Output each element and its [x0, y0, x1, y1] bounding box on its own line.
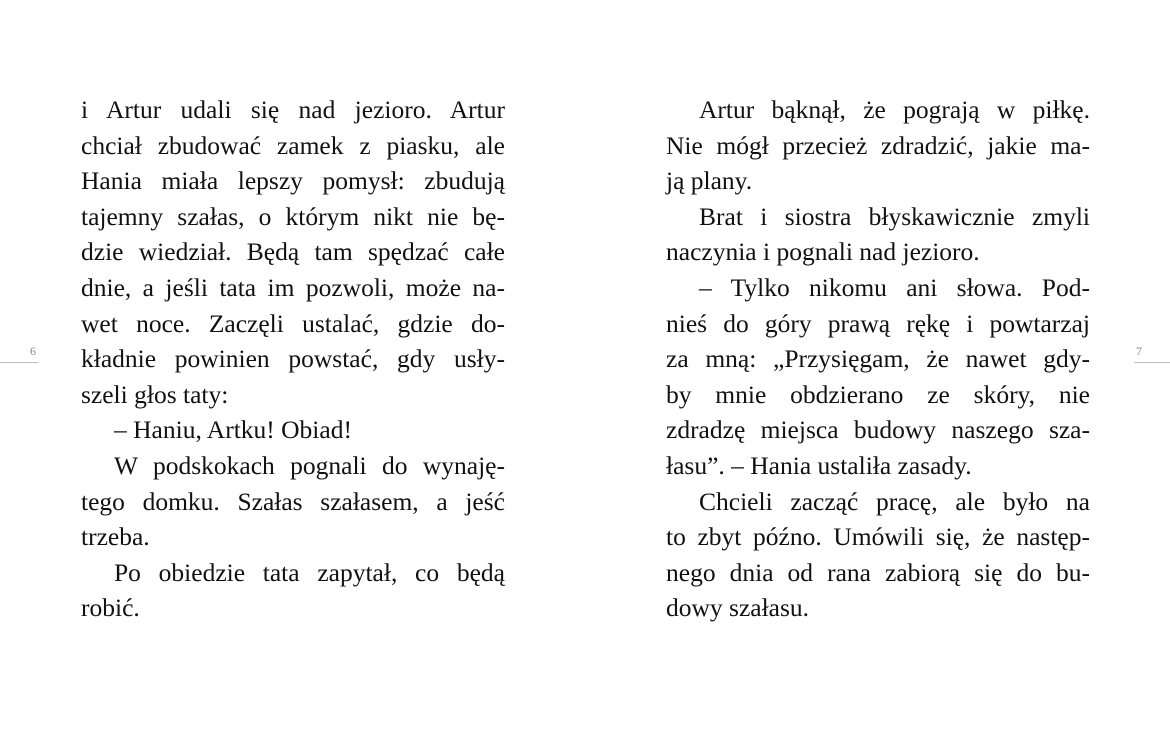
text-line: to zbyt późno. Umówili się, że następ-	[666, 522, 1090, 552]
text-line: Artur bąknął, że pograją w piłkę.	[699, 95, 1090, 124]
text-line: dnie, a jeśli tata im pozwoli, może na-	[81, 272, 505, 302]
text-line: i Artur udali się nad jezioro. Artur	[81, 95, 505, 124]
dialogue-line: – Haniu, Artku! Obiad!	[114, 415, 352, 445]
text-line: Chcieli zacząć pracę, ale było na	[699, 486, 1090, 516]
text-line: by mnie obdzierano ze skóry, nie	[666, 379, 1090, 409]
text-line: Po obiedzie tata zapytał, co będą	[114, 557, 505, 587]
text-line: naczynia i pognali nad jezioro.	[666, 237, 980, 267]
text-line: W podskokach pognali do wynaję-	[114, 450, 505, 480]
text-line: kładnie powinien powstać, gdy usły-	[81, 344, 505, 374]
text-line: tego domku. Szałas szałasem, a jeść	[81, 486, 505, 516]
text-line: zdradzę miejsca budowy naszego sza-	[666, 415, 1090, 445]
text-line: szeli głos taty:	[81, 379, 229, 409]
text-line: trzeba.	[81, 522, 150, 552]
text-line: za mną: „Przysięgam, że nawet gdy-	[666, 344, 1090, 374]
text-line: nieś do góry prawą rękę i powtarzaj	[666, 308, 1090, 338]
text-line: dzie wiedział. Będą tam spędzać całe	[81, 237, 505, 267]
text-line: wet noce. Zaczęli ustalać, gdzie do-	[81, 308, 505, 338]
text-line: ją plany.	[666, 166, 753, 196]
text-line: Brat i siostra błyskawicznie zmyli	[699, 201, 1090, 231]
page-number-right: 7	[1136, 344, 1142, 358]
text-line: dowy szałasu.	[666, 593, 810, 623]
text-line: chciał zbudować zamek z piasku, ale	[81, 130, 505, 160]
left-page-text	[81, 92, 505, 626]
text-line: nego dnia od rana zabiorą się do bu-	[666, 557, 1090, 587]
page-number-left: 6	[30, 344, 36, 358]
text-line: tajemny szałas, o którym nikt nie bę-	[81, 201, 505, 231]
folio-rule-left	[0, 362, 38, 363]
dialogue-line: – Tylko nikomu ani słowa. Pod-	[699, 272, 1090, 302]
right-page-text	[666, 92, 1090, 626]
text-line: łasu”. – Hania ustaliła zasady.	[666, 450, 972, 480]
folio-rule-right	[1134, 362, 1170, 363]
text-line: Nie mógł przecież zdradzić, jakie ma-	[666, 130, 1090, 160]
text-line: Hania miała lepszy pomysł: zbudują	[81, 166, 505, 196]
text-line: robić.	[81, 593, 140, 623]
